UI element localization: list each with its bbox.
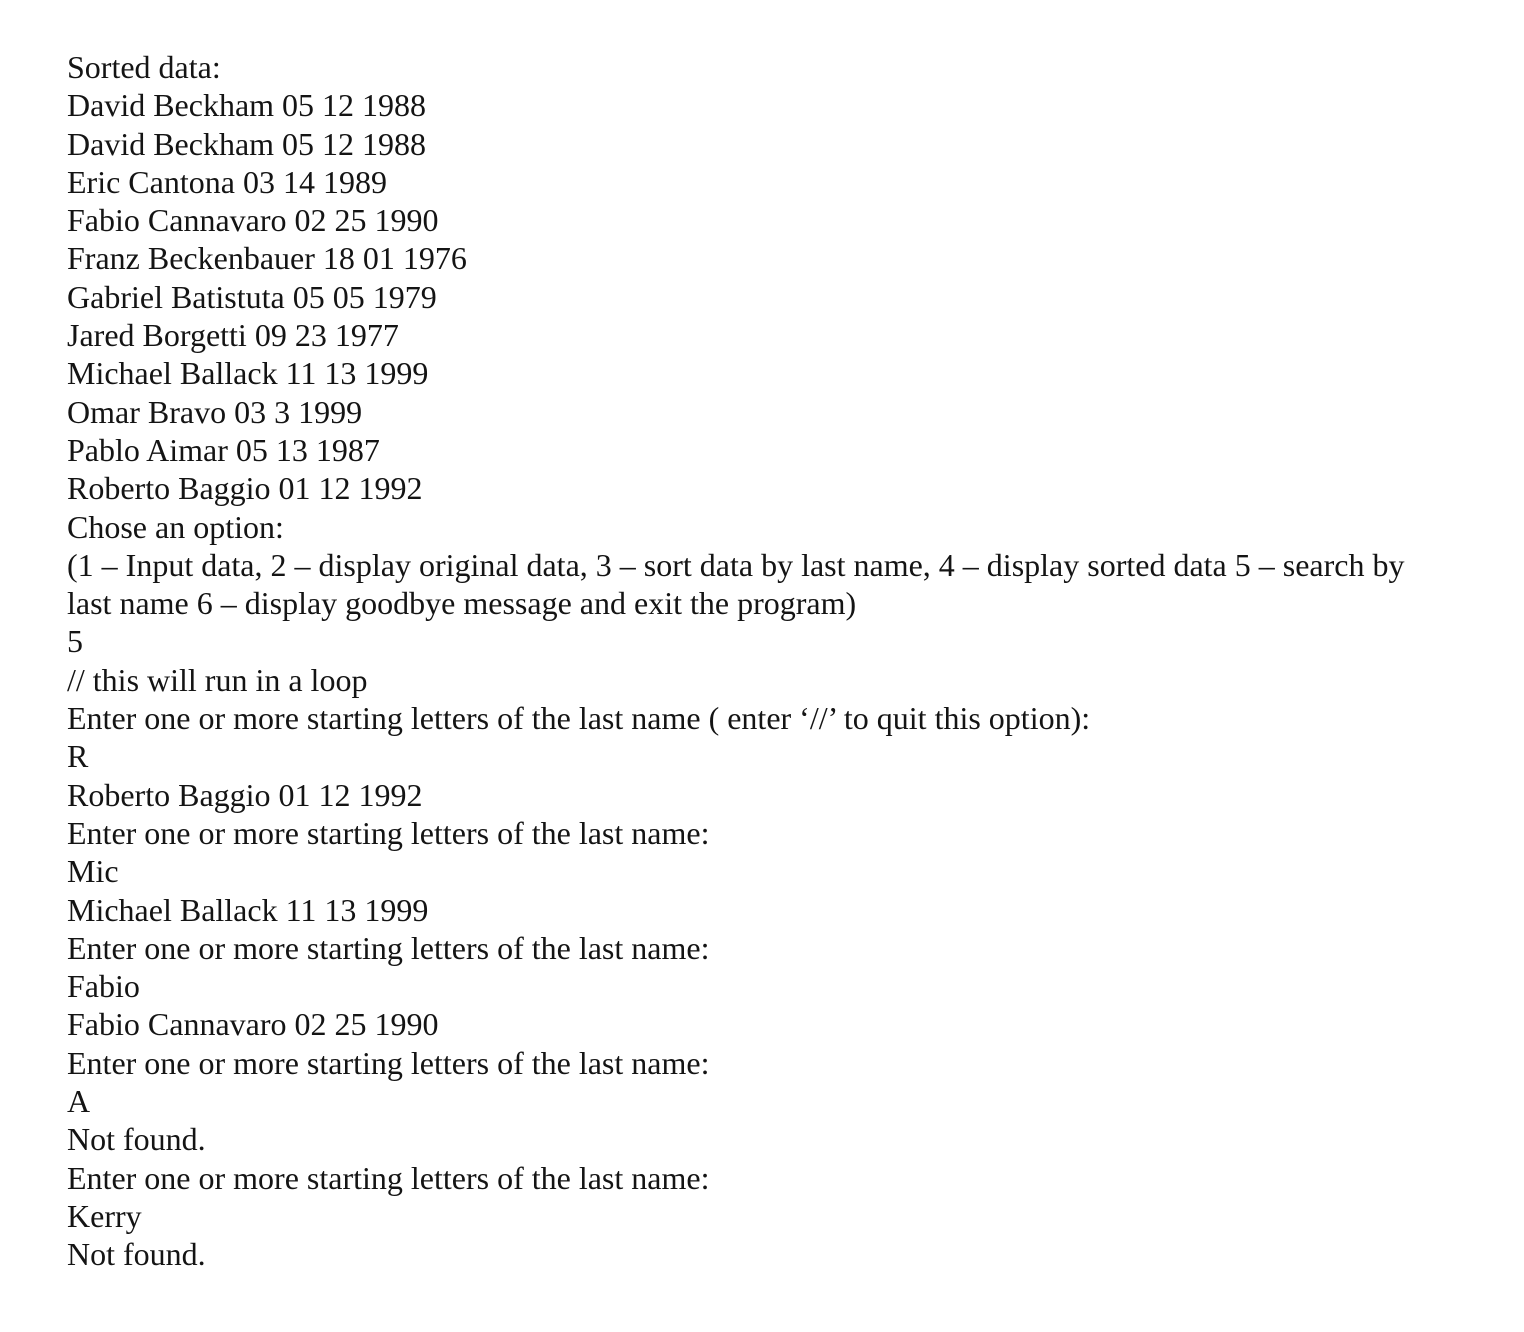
search-prompt: Enter one or more starting letters of the last name:	[67, 814, 710, 851]
search-result: Roberto Baggio 01 12 1992	[67, 776, 423, 813]
record-line: David Beckham 05 12 1988	[67, 125, 427, 162]
search-result: Fabio Cannavaro 02 25 1990	[67, 1006, 439, 1043]
search-prompt: Enter one or more starting letters of the last name ( enter ‘//’ to quit this option):	[67, 700, 1091, 737]
user-input-line: Mic	[67, 853, 119, 890]
record-line: Franz Beckenbauer 18 01 1976	[67, 240, 467, 277]
menu-options: (1 – Input data, 2 – display original data, 3 – sort data by last name, 4 – display sorted data 5 – search by last name 6 – display goodbye message and exit the program)	[67, 546, 1413, 622]
sorted-data-heading: Sorted data:	[67, 49, 221, 85]
user-input-line: A	[67, 1083, 91, 1120]
search-prompt: Enter one or more starting letters of the last name:	[67, 1044, 710, 1081]
user-input-line: R	[67, 738, 89, 775]
record-line: Eric Cantona 03 14 1989	[67, 163, 387, 200]
record-line: Jared Borgetti 09 23 1977	[67, 317, 399, 354]
record-line: Roberto Baggio 01 12 1992	[67, 470, 423, 507]
search-result: Not found.	[67, 1121, 206, 1158]
menu-prompt: Chose an option:	[67, 508, 284, 545]
user-input-line: Fabio	[67, 968, 140, 1005]
record-line: Gabriel Batistuta 05 05 1979	[67, 278, 437, 315]
document-body	[67, 48, 1447, 1274]
record-line: Pablo Aimar 05 13 1987	[67, 431, 380, 468]
record-line: Michael Ballack 11 13 1999	[67, 355, 429, 392]
comment-line: // this will run in a loop	[67, 661, 368, 698]
search-prompt: Enter one or more starting letters of the last name:	[67, 929, 710, 966]
search-result: Not found.	[67, 1236, 206, 1273]
record-line: Fabio Cannavaro 02 25 1990	[67, 202, 439, 239]
search-prompt: Enter one or more starting letters of the last name:	[67, 1159, 710, 1196]
search-result: Michael Ballack 11 13 1999	[67, 891, 429, 928]
user-input-line: 5	[67, 623, 83, 660]
record-line: Omar Bravo 03 3 1999	[67, 393, 363, 430]
record-line: David Beckham 05 12 1988	[67, 87, 427, 124]
user-input-line: Kerry	[67, 1197, 142, 1234]
